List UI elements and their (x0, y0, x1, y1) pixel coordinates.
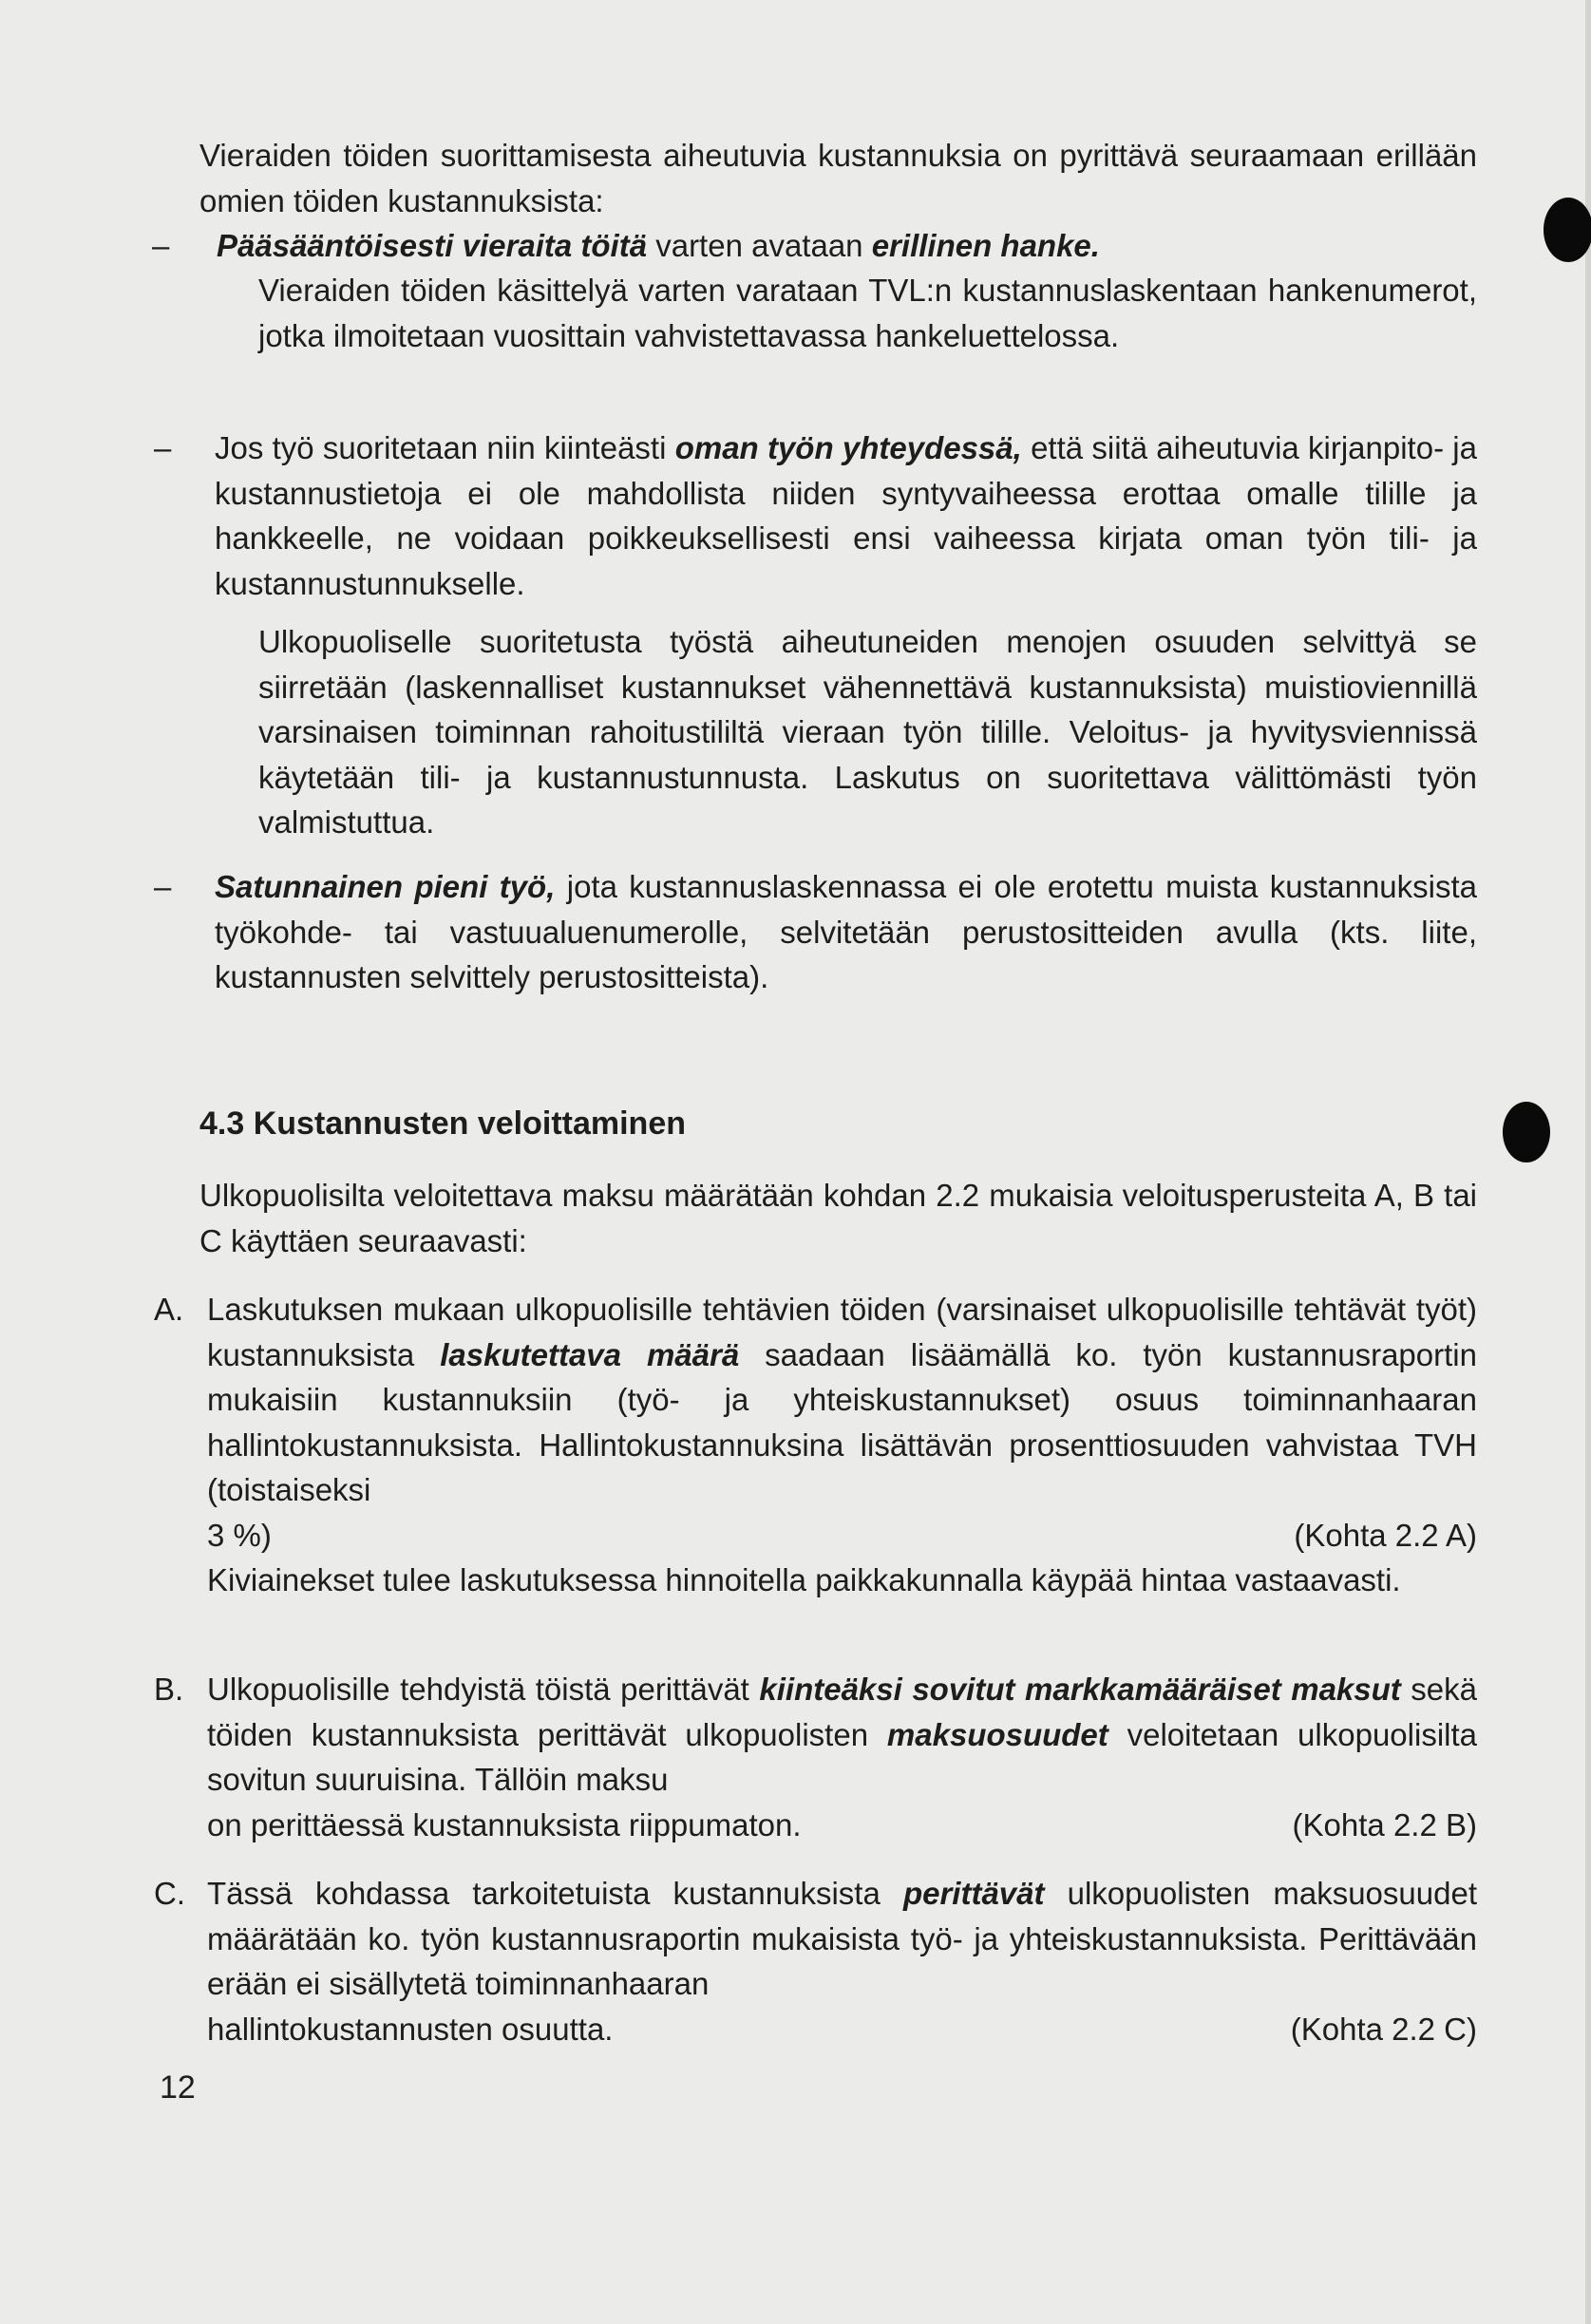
section-intro (199, 1173, 1477, 1263)
punch-hole-middle (1503, 1102, 1550, 1162)
emphasis-text: kiinteäksi sovitut markkamääräiset maksut (759, 1672, 1401, 1707)
body-text: Vieraiden töiden käsittelyä varten varataan TVL:n kustannuslaskentaan hankenumerot, jotka ilmoitetaan vuosittain vahvistettavassa hankeluettelossa. (258, 273, 1477, 353)
body-text: Ulkopuoliselle suoritetusta työstä aiheutuneiden menojen osuuden selvittyä se siirretään (laskennalliset kustannukset vähennettävä kustannuksista) muistioviennillä varsinaisen toiminnan rahoitustililtä vieraan työn tilille. Veloitus- ja hyvitysviennissä käytetään tili- ja kustannustunnusta. Laskutus on suoritettava välittömästi työn valmistuttua. (258, 624, 1477, 840)
body-text: Ulkopuolisilta veloitettava maksu määrätään kohdan 2.2 mukaisia veloitusperusteita A, B tai C käyttäen seuraavasti: (199, 1178, 1477, 1258)
page-edge (1585, 0, 1591, 2324)
list-letter-a: A. (154, 1292, 184, 1327)
body-text: Ulkopuolisille tehdyistä töistä perittävät (207, 1672, 760, 1707)
body-text: Kiviainekset tulee laskutuksessa hinnoitella paikkakunnalla käypää hintaa vastaavasti. (207, 1562, 1401, 1597)
body-text: Jos työ suoritetaan niin kiinteästi (215, 430, 675, 465)
list-item-1-subparagraph (258, 268, 1477, 358)
body-text: saadaan lisäämällä ko. työn kustannusraportin mukaisiin kustannuksiin (työ- ja yhteiskustannukset) osuus toiminnanhaaran hallintokustannuksista. Hallintokustannuksina lisättävän prosenttiosuuden vahvistaa TVH (toistaiseksi (207, 1336, 1477, 1507)
emphasis-text: Pääsääntöisesti vieraita töitä (217, 228, 648, 263)
body-text: hallintokustannusten osuutta. (207, 2011, 614, 2047)
list-item-b (207, 1667, 1477, 1847)
body-text: 3 %) (207, 1517, 272, 1553)
emphasis-text: oman työn yhteydessä, (674, 430, 1022, 465)
punch-hole-top (1544, 198, 1591, 262)
emphasis-text: perittävät (902, 1876, 1045, 1911)
body-text: Tässä kohdassa tarkoitetuista kustannuksista (207, 1876, 903, 1911)
body-text: että siitä aiheutuvia kirjanpito- ja kustannustietoja ei ole mahdollista niiden syntyvaiheessa erottaa omalle tilille ja hankkeelle, ne voidaan poikkeuksellisesti ensi vaiheessa kirjata oman työn tili- ja kustannustunnukselle. (215, 430, 1477, 601)
list-item-1 (152, 223, 1477, 269)
list-letter-c: C. (154, 1876, 185, 1911)
list-item-3 (154, 864, 1477, 1000)
dash-bullet: – (154, 430, 172, 465)
section-heading: 4.3 Kustannusten veloittaminen (199, 1105, 686, 1142)
dash-bullet: – (152, 228, 170, 263)
page-number: 12 (160, 2069, 196, 2106)
dash-bullet: – (154, 869, 172, 904)
emphasis-text: maksuosuudet (886, 1716, 1108, 1752)
body-text: veloitetaan ulkopuolisilta sovitun suuruisina. Tällöin maksu (207, 1716, 1477, 1797)
emphasis-text: erillinen hanke. (871, 228, 1100, 263)
section-reference: (Kohta 2.2 C) (1290, 2011, 1477, 2047)
body-text: jota kustannuslaskennassa ei ole erotettu muista kustannuksista työkohde- tai vastuualuenumerolle, selvitetään perustositteiden avulla (kts. liite, kustannusten selvittely perustositteista). (215, 869, 1477, 994)
list-item-a (207, 1287, 1477, 1603)
body-text: Laskutuksen mukaan ulkopuolisille tehtävien töiden (varsinaiset ulkopuolisille tehtävät työt) kustannuksista (207, 1292, 1477, 1372)
body-text: on perittäessä kustannuksista riippumaton. (207, 1806, 802, 1842)
body-text: sekä töiden kustannuksista perittävät ulkopuolisten (207, 1672, 1478, 1752)
list-item-c (207, 1871, 1477, 2051)
emphasis-text: Satunnainen pieni työ, (215, 869, 556, 904)
list-letter-b: B. (154, 1672, 184, 1707)
intro-text: Vieraiden töiden suorittamisesta aiheutuvia kustannuksia on pyrittävä seuraamaan erillään omien töiden kustannuksista: (199, 138, 1477, 218)
body-text: ulkopuolisten maksuosuudet määrätään ko. työn kustannusraportin mukaisista työ- ja yhteiskustannuksista. Perittävään erään ei sisällytetä toiminnanhaaran (207, 1876, 1477, 2001)
section-reference: (Kohta 2.2 A) (1294, 1517, 1477, 1553)
list-item-2-subparagraph (258, 619, 1477, 845)
list-item-2 (154, 425, 1477, 606)
emphasis-text: laskutettava määrä (440, 1336, 740, 1372)
intro-paragraph (199, 133, 1477, 223)
section-reference: (Kohta 2.2 B) (1292, 1806, 1477, 1842)
body-text: varten avataan (647, 228, 872, 263)
